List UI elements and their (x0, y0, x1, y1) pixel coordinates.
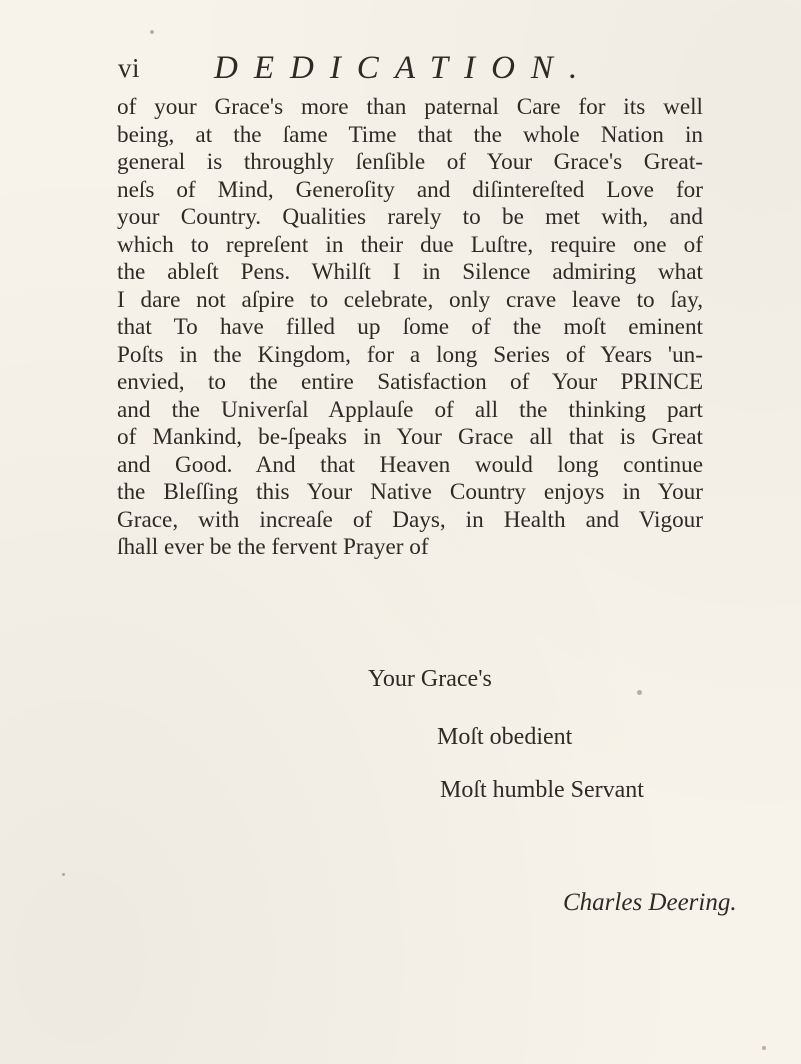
body-line: Poſts in the Kingdom, for a long Series of Years 'un- (117, 341, 703, 368)
closing-humble-servant: Moſt humble Servant (440, 777, 644, 803)
body-line: of Mankind, be-ſpeaks in Your Grace all that is Great (117, 424, 703, 450)
body-line: of your Grace's more than paternal Care for its well (117, 94, 703, 120)
body-line: and Good. And that Heaven would long continue (117, 451, 703, 478)
body-line: Grace, with increaſe of Days, in Health and Vigour (117, 506, 703, 533)
signature: Charles Deering. (563, 889, 737, 916)
body-line: your Country. Qualities rarely to be met with, and (117, 204, 703, 230)
body-line: ſhall ever be the fervent Prayer of (117, 534, 429, 560)
body-line: general is throughly ſenſible of Your Grace's Great- (117, 149, 703, 175)
ink-speck (62, 873, 65, 876)
ink-speck (150, 30, 154, 34)
ink-speck (637, 690, 642, 695)
body-line: and the Univerſal Applauſe of all the thinking part (117, 396, 703, 423)
closing-obedient: Moſt obedient (437, 724, 573, 750)
closing-greeting: Your Grace's (368, 666, 492, 692)
page-number: vi (118, 53, 141, 83)
body-line: the ableſt Pens. Whilſt I in Silence admiring what (117, 259, 703, 285)
body-line: being, at the ſame Time that the whole Nation in (117, 121, 703, 148)
ink-speck (762, 1046, 766, 1050)
body-line: the Bleſſing this Your Native Country enjoys in Your (117, 479, 703, 505)
body-line: I dare not aſpire to celebrate, only crave leave to ſay, (117, 286, 703, 313)
body-line: which to repreſent in their due Luſtre, require one of (117, 231, 703, 258)
dedication-body (117, 94, 703, 562)
page-header (118, 48, 678, 92)
body-line: that To have filled up ſome of the moſt eminent (117, 314, 703, 340)
body-line: envied, to the entire Satisfaction of Your PRINCE (117, 369, 703, 395)
running-head: DEDICATION. (214, 50, 594, 86)
body-line: neſs of Mind, Generoſity and diſintereſted Love for (117, 176, 703, 203)
